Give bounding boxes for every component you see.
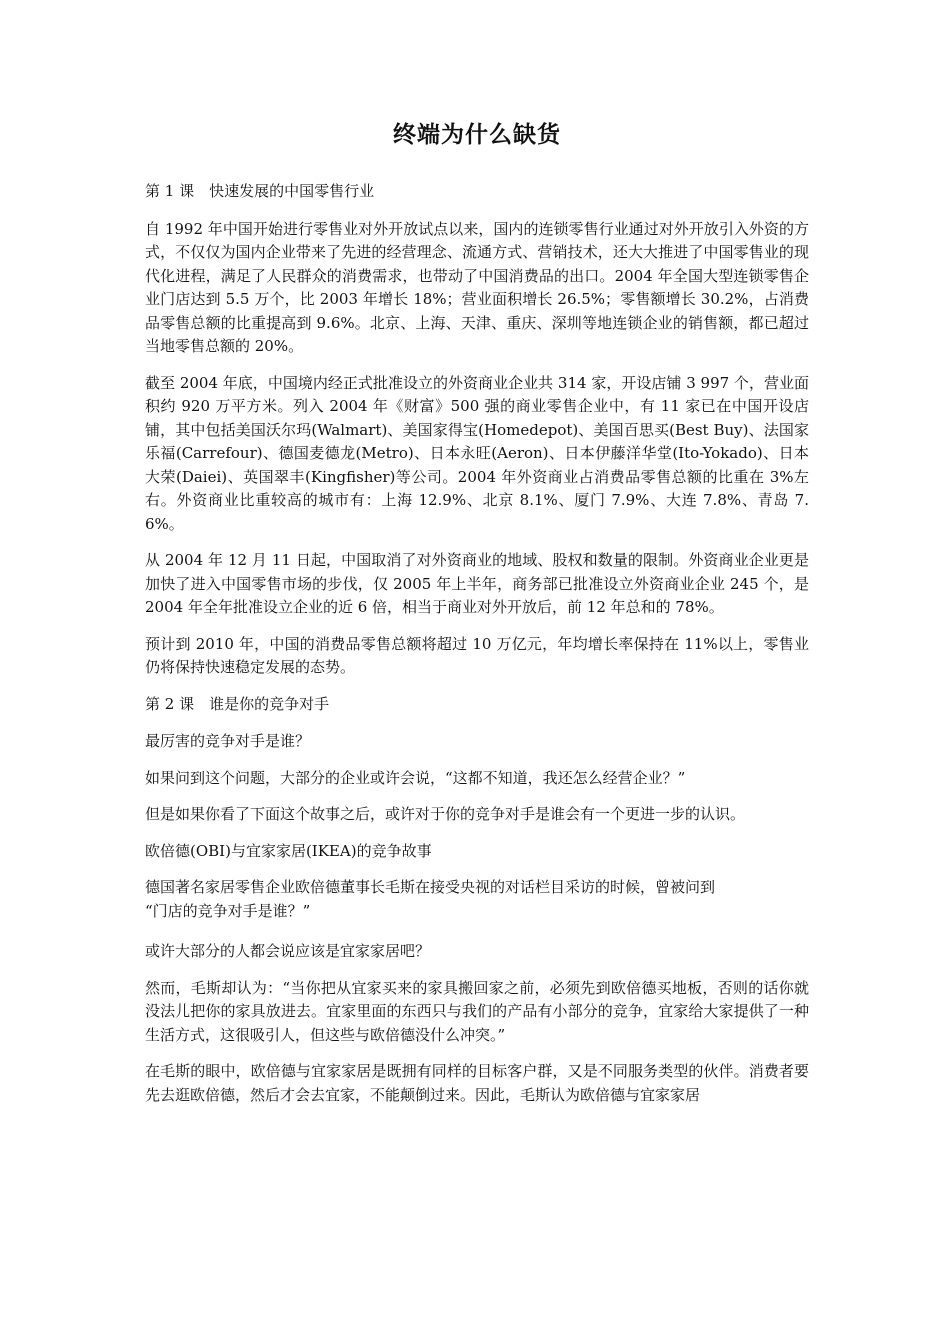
lesson-2-paragraph-3 [145, 876, 809, 923]
document-title: 终端为什么缺货 [393, 121, 561, 148]
lesson-1-paragraph-3: 从 2004 年 12 月 11 日起，中国取消了对外资商业的地域、股权和数量的限制。外资商业企业更是加快了进入中国零售市场的步伐，仅 2005 年上半年，商务部已批准设立外资商业企业 245 个，是 2004 年全年批准设立企业的近 6 倍，相当于商业对外开放后，前 12 年总和的 78%。 [145, 551, 809, 616]
lesson-1-paragraph-1: 自 1992 年中国开始进行零售业对外开放试点以来，国内的连锁零售行业通过对外开放引入外资的方式，不仅仅为国内企业带来了先进的经营理念、流通方式、营销技术，还大大推进了中国零售业的现代化进程，满足了人民群众的消费需求，也带动了中国消费品的出口。2004 年全国大型连锁零售企业门店达到 5.5 万个，比 2003 年增长 18%；营业面积增长 26.5%；零售额增长 30.2%，占消费品零售总额的比重提高到 9.6%。北京、上海、天津、重庆、深圳等地连锁企业的销售额，都已超过当地零售总额的 20%。 [145, 219, 809, 355]
lesson-2-paragraph-4: 或许大部分的人都会说应该是宜家家居吧？ [145, 942, 431, 960]
lesson-2-paragraph-6: 在毛斯的眼中，欧倍德与宜家家居是既拥有同样的目标客户群，又是不同服务类型的伙伴。消费者要先去逛欧倍德，然后才会去宜家，不能颠倒过来。因此，毛斯认为欧倍德与宜家家居 [145, 1062, 809, 1104]
lesson-2-paragraph-2: 但是如果你看了下面这个故事之后，或许对于你的竞争对手是谁会有一个更进一步的认识。 [145, 805, 746, 823]
lesson-1-heading: 第 1 课 快速发展的中国零售行业 [145, 182, 375, 200]
lesson-2-paragraph-3-quote: “门店的竞争对手是谁？” [145, 901, 311, 920]
lesson-1-paragraph-4: 预计到 2010 年，中国的消费品零售总额将超过 10 万亿元，年均增长率保持在 11%以上，零售业仍将保持快速稳定发展的态势。 [145, 634, 809, 676]
lesson-2-heading: 第 2 课 谁是你的竞争对手 [145, 694, 330, 713]
lesson-2-question: 最厉害的竞争对手是谁？ [145, 732, 311, 750]
document-page [145, 118, 809, 1120]
lesson-1-paragraph-2: 截至 2004 年底，中国境内经正式批准设立的外资商业企业共 314 家，开设店铺 3 997 个，营业面积约 920 万平方米。列入 2004 年《财富》500 强的商业零售企业中，有 11 家已在中国开设店铺，其中包括美国沃尔玛(Walmart)、美国家得宝(Homedepot)、美国百思买(Best Buy)、法国家乐福(Carrefour)、德国麦德龙(Metro)、日本永旺(Aeron)、日本伊藤洋华堂(Ito-Yokado)、日本大荣(Daiei)、英国翠丰(Kingfisher)等公司。2004 年外资商业占消费品零售总额的比重在 3%左右。外资商业比重较高的城市有：上海 12.9%、北京 8.1%、厦门 7.9%、大连 7.8%、青岛 7.6%。 [145, 373, 809, 533]
lesson-2-paragraph-1: 如果问到这个问题，大部分的企业或许会说，“这都不知道，我还怎么经营企业？” [145, 768, 686, 787]
story-title: 欧倍德(OBI)与宜家家居(IKEA)的竞争故事 [145, 841, 432, 860]
lesson-2-paragraph-3-text: 德国著名家居零售企业欧倍德董事长毛斯在接受央视的对话栏目采访的时候，曾被问到 [145, 878, 716, 896]
lesson-2-paragraph-5: 然而，毛斯却认为：“当你把从宜家买来的家具搬回家之前，必须先到欧倍德买地板，否则的话你就没法儿把你的家具放进去。宜家里面的东西只与我们的产品有小部分的竞争，宜家给大家提供了一种生活方式，这很吸引人，但这些与欧倍德没什么冲突。” [145, 978, 809, 1044]
